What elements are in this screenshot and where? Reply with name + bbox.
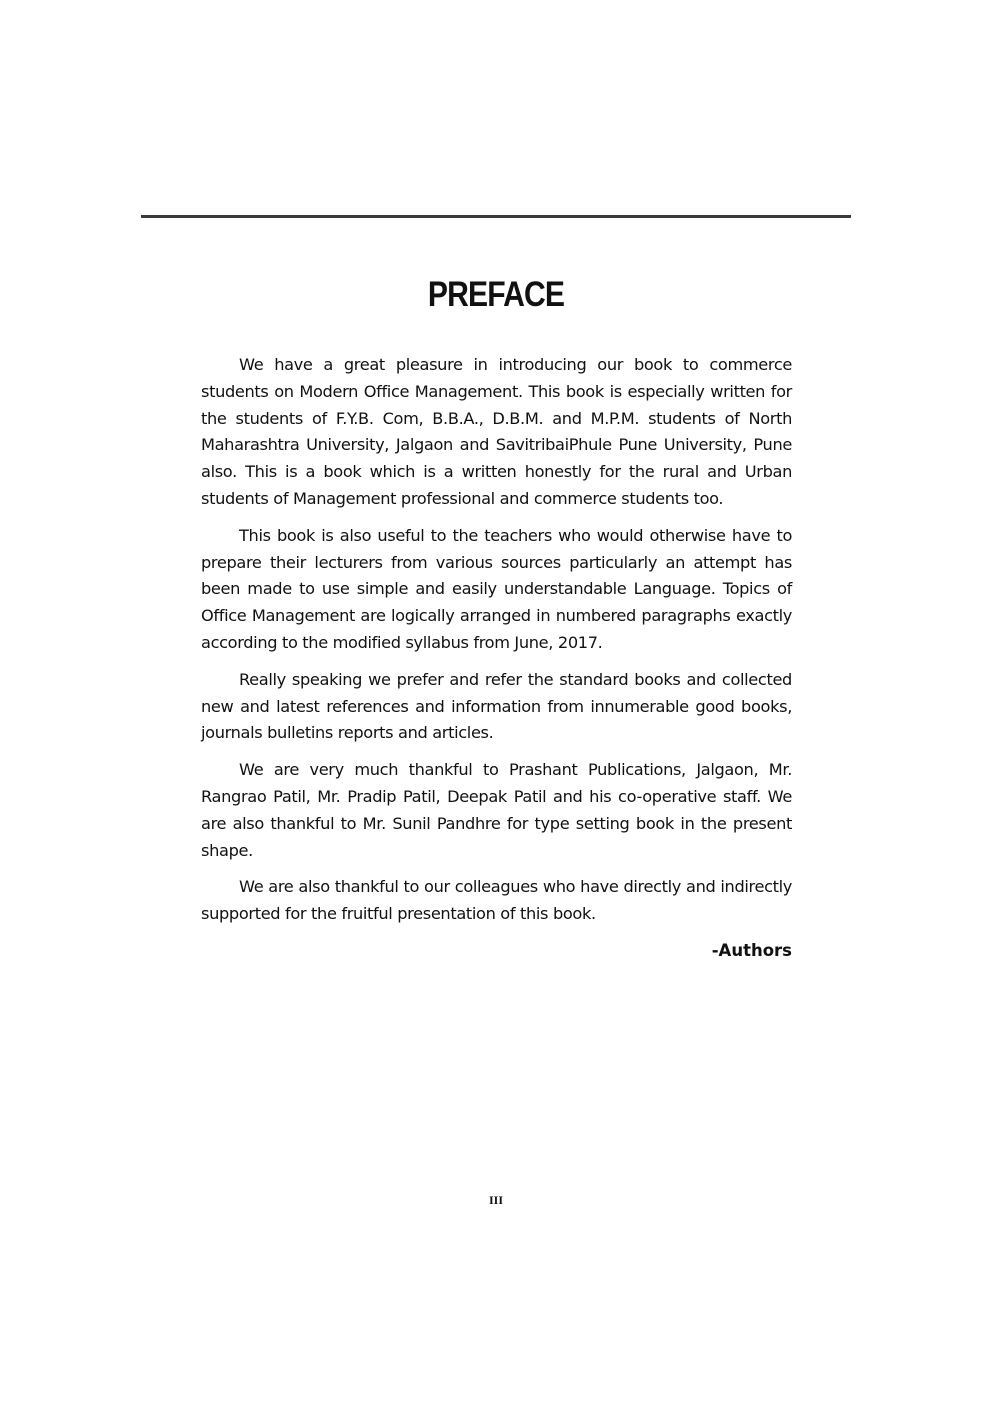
page-title: PREFACE bbox=[427, 275, 565, 315]
paragraph-introduction: We have a great pleasure in introducing our book to commerce students on Modern Office Management. This book is especially written for the students of F.Y.B. Com, B.B.A., D.B.M. and M.P.M. students of North Maharashtra University, Jalgaon and SavitribaiPhule Pune University, Pune also. This is a book which is a written honestly for the rural and Urban students of Management professional and commerce students too. bbox=[201, 355, 792, 508]
top-rule bbox=[141, 215, 851, 218]
page-number: III bbox=[488, 1193, 503, 1207]
paragraph-thanks-colleagues: We are also thankful to our colleagues who have directly and indirectly supported for the fruitful presentation of this book. bbox=[201, 877, 792, 924]
preface-body bbox=[201, 352, 792, 964]
paragraph-references: Really speaking we prefer and refer the standard books and collected new and latest references and information from innumerable good books, journals bulletins reports and articles. bbox=[201, 669, 792, 743]
paragraph-teachers: This book is also useful to the teachers who would otherwise have to prepare their lecturers from various sources particularly an attempt has been made to use simple and easily understandable Language. Topics of Office Management are logically arranged in numbered paragraphs exactly according to the modified syllabus from June, 2017. bbox=[201, 525, 792, 652]
paragraph-thanks-publisher: We are very much thankful to Prashant Publications, Jalgaon, Mr. Rangrao Patil, Mr. Pradip Patil, Deepak Patil and his co-operative staff. We are also thankful to Mr. Sunil Pandhre for type setting book in the present shape. bbox=[201, 760, 792, 860]
signature: -Authors bbox=[711, 940, 792, 960]
